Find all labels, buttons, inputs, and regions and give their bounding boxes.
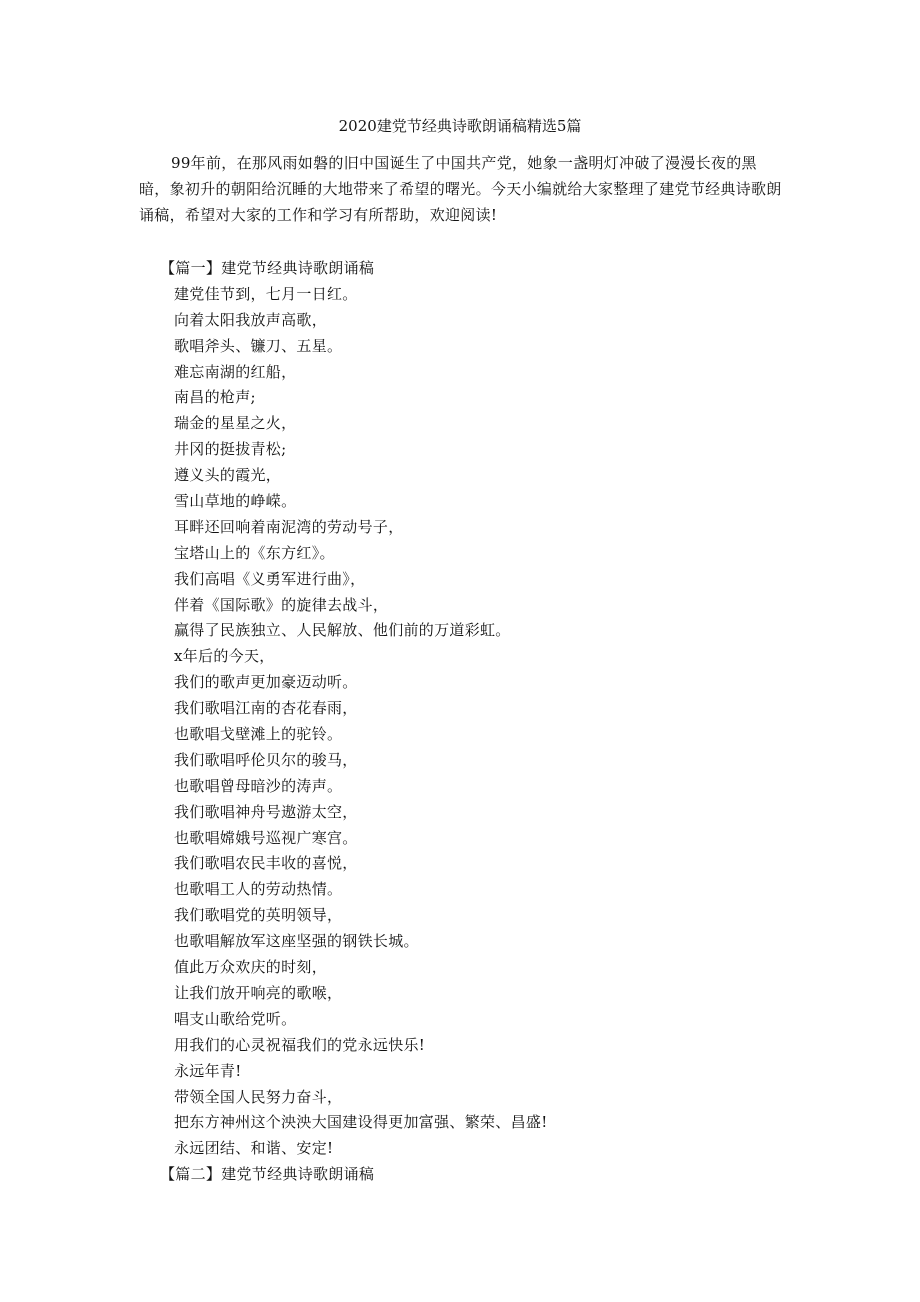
poem-line: 遵义头的霞光， (174, 466, 282, 485)
poem-line: 宝塔山上的《东方红》。 (174, 543, 335, 562)
poem-line: 让我们放开响亮的歌喉， (174, 983, 343, 1002)
poem-line: 也歌唱戈壁滩上的驼铃。 (174, 725, 343, 744)
poem-line: 耳畔还回响着南泥湾的劳动号子， (174, 517, 404, 536)
poem-line: x年后的今天， (174, 647, 275, 666)
poem-line: 建党佳节到，七月一日红。 (174, 284, 358, 303)
poem-lines (160, 282, 780, 1162)
poem-line: 南昌的枪声; (174, 388, 256, 407)
poem-line: 瑞金的星星之火， (174, 414, 297, 433)
poem-line: 难忘南湖的红船， (174, 362, 297, 381)
poem-line: 雪山草地的峥嵘。 (174, 492, 297, 511)
poem-line: 歌唱斧头、镰刀、五星。 (174, 336, 343, 355)
poem-line: 值此万众欢庆的时刻， (174, 958, 328, 977)
poem-line: 也歌唱工人的劳动热情。 (174, 880, 343, 899)
poem-line: 永远年青! (174, 1061, 242, 1080)
poem-line: 我们歌唱神舟号遨游太空， (174, 802, 358, 821)
poem-line: 永远团结、和谐、安定! (174, 1139, 334, 1158)
poem-line: 赢得了民族独立、人民解放、他们前的万道彩虹。 (174, 621, 511, 640)
section-heading-1: 【篇一】建党节经典诗歌朗诵稿 (160, 259, 375, 277)
poem-line: 我们高唱《义勇军进行曲》， (174, 569, 366, 588)
poem-line: 井冈的挺拔青松; (174, 440, 287, 459)
poem-line: 也歌唱曾母暗沙的涛声。 (174, 776, 343, 795)
poem-line: 也歌唱解放军这座坚强的钢铁长城。 (174, 932, 419, 951)
poem-line: 用我们的心灵祝福我们的党永远快乐! (174, 1035, 426, 1054)
poem-line: 也歌唱嫦娥号巡视广寒宫。 (174, 828, 358, 847)
poem-line: 唱支山歌给党听。 (174, 1009, 297, 1028)
poem-line: 我们歌唱党的英明领导， (174, 906, 343, 925)
poem-line: 我们歌唱江南的杏花春雨， (174, 699, 358, 718)
poem-line: 我们歌唱呼伦贝尔的骏马， (174, 750, 358, 769)
poem-section (160, 256, 780, 1188)
document-title: 2020建党节经典诗歌朗诵稿精选5篇 (338, 117, 582, 135)
poem-line: 向着太阳我放声高歌， (174, 310, 328, 329)
poem-line: 把东方神州这个泱泱大国建设得更加富强、繁荣、昌盛! (174, 1113, 548, 1132)
poem-line: 我们的歌声更加豪迈动听。 (174, 673, 358, 692)
intro-paragraph: 99年前，在那风雨如磐的旧中国诞生了中国共产党，她象一盏明灯冲破了漫漫长夜的黑暗，象初升的朝阳给沉睡的大地带来了希望的曙光。今天小编就给大家整理了建党节经典诗歌朗诵稿，希望对大家的工作和学习有所帮助，欢迎阅读! (139, 154, 782, 224)
poem-line: 带领全国人民努力奋斗， (174, 1087, 343, 1106)
section-heading-2: 【篇二】建党节经典诗歌朗诵稿 (160, 1165, 375, 1184)
poem-line: 伴着《国际歌》的旋律去战斗， (174, 595, 389, 614)
poem-line: 我们歌唱农民丰收的喜悦， (174, 854, 358, 873)
